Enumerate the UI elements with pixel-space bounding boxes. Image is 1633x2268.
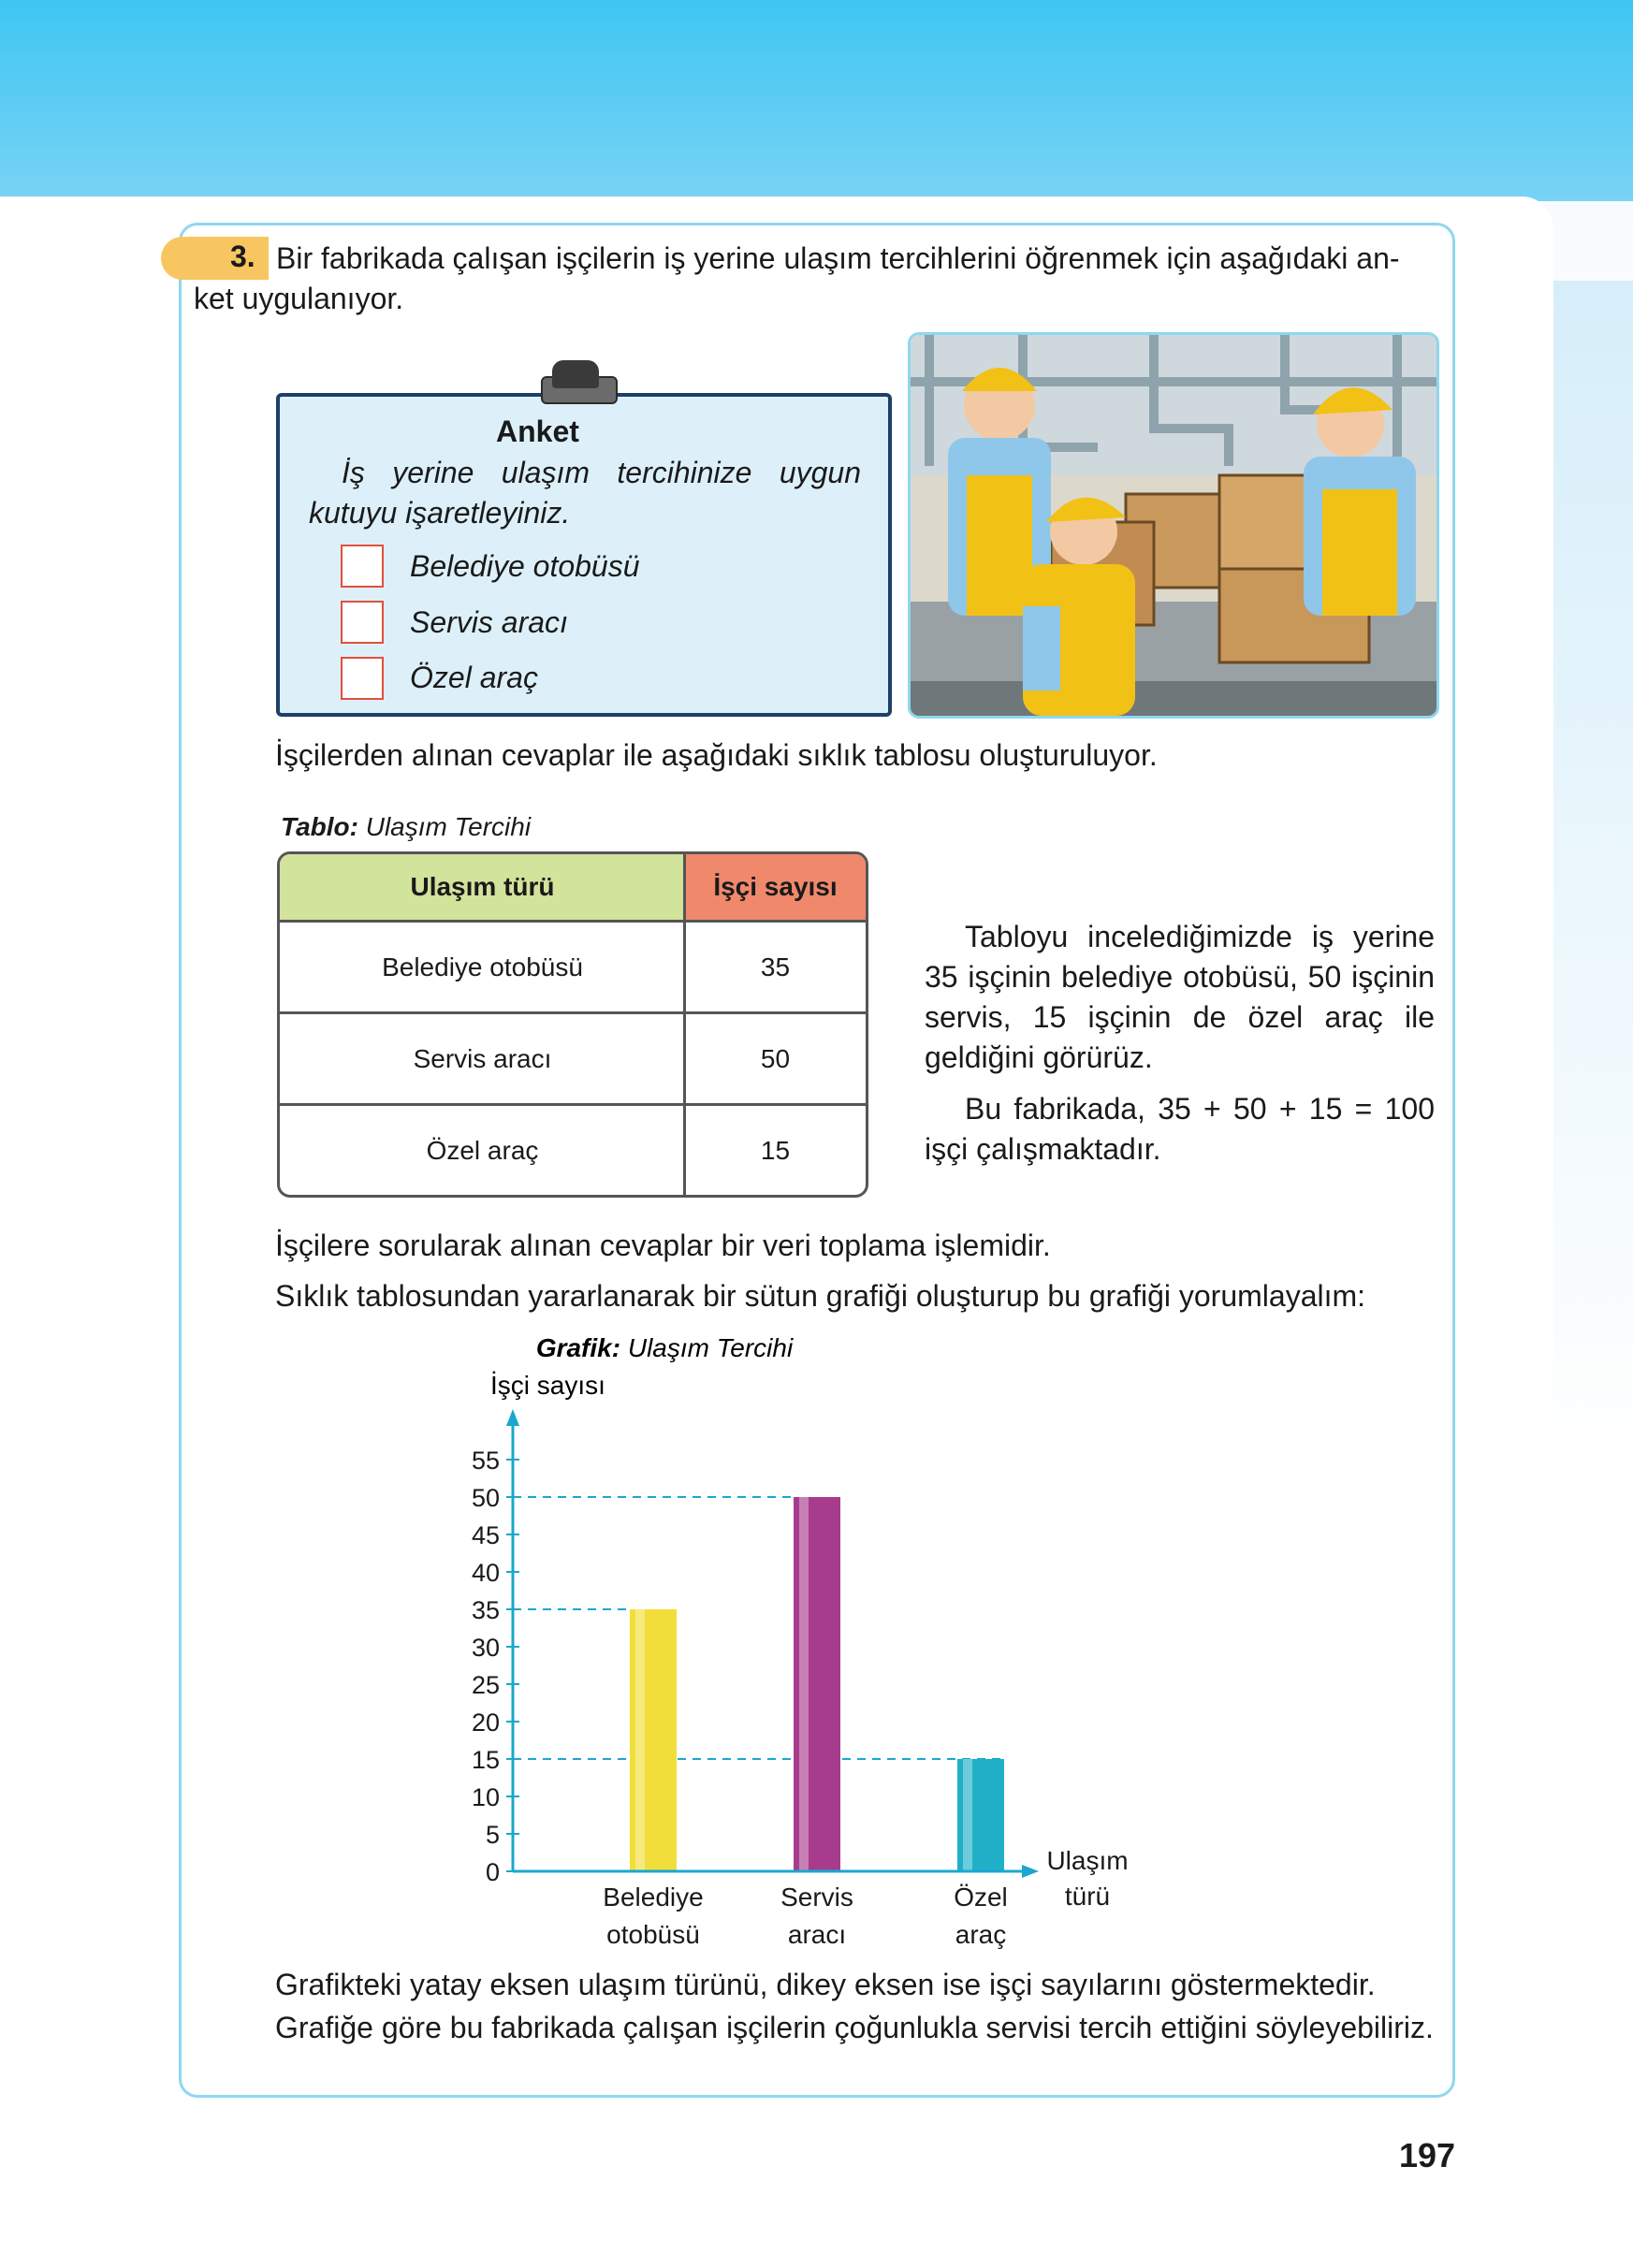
- x-axis-categories: [603, 1883, 1007, 1949]
- chart-title-label: Grafik:: [535, 1333, 621, 1362]
- body-line-axes-explanation: Grafikteki yatay eksen ulaşım türünü, dikey eksen ise işçi sayılarını göstermektedir.: [275, 1968, 1376, 2001]
- y-tick-label: 20: [471, 1708, 500, 1737]
- checkbox-ozel-arac[interactable]: [341, 657, 384, 700]
- table-intro-text: İşçilerden alınan cevaplar ile aşağıdaki sıklık tablosu oluşturuluyor.: [275, 738, 1158, 772]
- page-edge-fade: [1553, 281, 1633, 2268]
- y-tick-label: 25: [471, 1671, 500, 1699]
- y-tick-label: 50: [471, 1484, 500, 1512]
- bar-highlight: [635, 1609, 645, 1871]
- chart-title-text: Ulaşım Tercihi: [627, 1333, 794, 1362]
- y-tick-label: 45: [471, 1521, 500, 1549]
- survey-title: Anket: [496, 414, 579, 448]
- table-cell-transport: Servis aracı: [413, 1043, 552, 1073]
- body-line-data-collection: İşçilere sorularak alınan cevaplar bir veri toplama işlemidir.: [275, 1228, 1051, 1262]
- total-workers-paragraph: Bu fabrikada, 35 + 50 + 15 = 100 işçi çalışmaktadır.: [925, 1092, 1435, 1166]
- x-category-label: aracı: [787, 1920, 847, 1949]
- table-divider: [280, 1011, 866, 1014]
- question-text-line1: Bir fabrikada çalışan işçilerin iş yerine ulaşım tercihlerini öğrenmek için aşağıdaki an-: [276, 241, 1400, 275]
- table-caption: [281, 807, 531, 847]
- option-label-belediye-otobusu: Belediye otobüsü: [410, 549, 640, 583]
- x-axis-label-line: türü: [1064, 1882, 1111, 1911]
- y-tick-label: 55: [471, 1447, 500, 1475]
- top-color-band: [0, 0, 1633, 201]
- question-number: 3.: [230, 240, 255, 273]
- table-caption-title: Ulaşım Tercihi: [365, 812, 532, 841]
- factory-scene-svg: [911, 335, 1436, 716]
- table-caption-label: Tablo:: [281, 812, 358, 841]
- checkbox-belediye-otobusu[interactable]: [341, 545, 384, 588]
- x-axis-arrow-icon: [1022, 1865, 1039, 1878]
- option-label-ozel-arac: Özel araç: [410, 661, 538, 694]
- x-category-label: Belediye: [603, 1883, 704, 1912]
- table-cell-transport: Belediye otobüsü: [382, 952, 583, 981]
- x-category-label: otobüsü: [606, 1920, 700, 1949]
- chart-bars: [630, 1497, 1004, 1871]
- survey-instruction: İş yerine ulaşım tercihinize uygun kutuyu işaretleyiniz.: [309, 456, 861, 530]
- clipboard-clip-top: [552, 360, 599, 388]
- table-divider: [280, 1103, 866, 1106]
- bar-highlight: [799, 1497, 809, 1871]
- option-label-servis-araci: Servis aracı: [410, 605, 568, 639]
- page-number: 197: [1399, 2136, 1456, 2174]
- table-header-isci-sayisi: İşçi sayısı: [685, 854, 866, 920]
- y-tick-label: 5: [485, 1821, 500, 1849]
- table-cell-count: 35: [760, 952, 791, 981]
- question-text-line2: ket uygulanıyor.: [194, 282, 404, 315]
- y-tick-label: 15: [471, 1746, 500, 1774]
- table-cell-count: 50: [760, 1043, 791, 1073]
- x-category-label: Servis: [780, 1883, 853, 1912]
- body-line-conclusion: Grafiğe göre bu fabrikada çalışan işçilerin çoğunlukla servisi tercih ettiğini söyleyebiliriz.: [275, 2011, 1434, 2044]
- table-cell-transport: Özel araç: [426, 1135, 539, 1165]
- table-column-divider: [683, 854, 686, 1195]
- y-axis-arrow-icon: [506, 1409, 519, 1426]
- bar-chart: [449, 1329, 1160, 1965]
- frequency-table: [277, 851, 868, 1198]
- x-axis-label-line: Ulaşım: [1046, 1846, 1129, 1875]
- table-header-ulasim-turu: Ulaşım türü: [280, 854, 685, 920]
- bar-highlight: [963, 1759, 972, 1871]
- x-axis-label: [1046, 1846, 1128, 1911]
- x-category-label: araç: [955, 1920, 1007, 1949]
- body-line-chart-intro: Sıklık tablosundan yararlanarak bir sütun grafiği oluşturup bu grafiği yorumlayalım:: [275, 1279, 1366, 1313]
- y-tick-label: 35: [471, 1596, 500, 1624]
- x-category-label: Özel: [954, 1883, 1008, 1912]
- y-tick-label: 30: [471, 1634, 500, 1662]
- checkbox-servis-araci[interactable]: [341, 601, 384, 644]
- chart-guide-lines: [513, 1497, 1004, 1759]
- table-divider: [280, 920, 866, 923]
- factory-workers-illustration: [908, 332, 1439, 719]
- y-tick-label: 40: [471, 1559, 500, 1587]
- y-tick-label: 10: [471, 1783, 500, 1811]
- y-tick-label: 0: [485, 1858, 500, 1886]
- chart-title: [536, 1333, 794, 1362]
- y-axis-label: İşçi sayısı: [490, 1371, 605, 1400]
- table-explanation-paragraph: Tabloyu incelediğimizde iş yerine 35 işçinin belediye otobüsü, 50 işçinin servis, 15 işçinin de özel araç ile geldiğini görürüz.: [925, 920, 1435, 1074]
- table-cell-count: 15: [760, 1135, 791, 1165]
